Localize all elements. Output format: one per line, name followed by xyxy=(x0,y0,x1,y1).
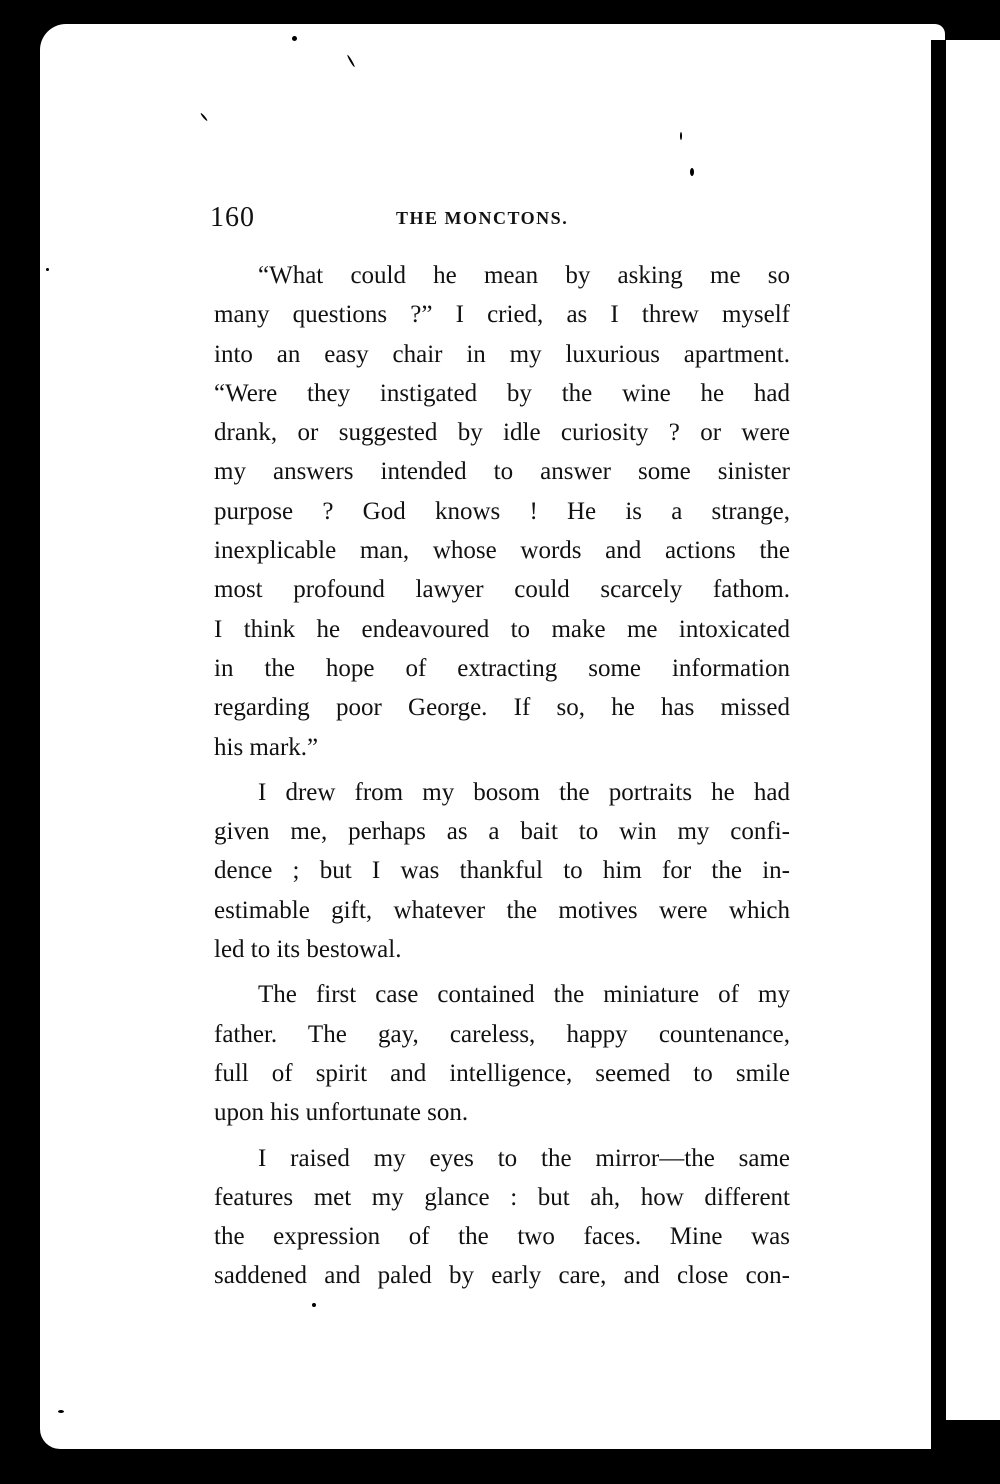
text-line: most profound lawyer could scarcely fathom. xyxy=(214,576,790,604)
running-head: THE MONCTONS. xyxy=(396,208,569,228)
text-line: led to its bestowal. xyxy=(214,936,402,964)
facing-page-edge xyxy=(946,40,1000,1420)
text-line: upon his unfortunate son. xyxy=(214,1099,469,1127)
text-line: the expression of the two faces. Mine was xyxy=(214,1223,790,1251)
body-text xyxy=(214,256,790,1302)
text-line: given me, perhaps as a bait to win my confi- xyxy=(214,818,790,846)
text-line: I raised my eyes to the mirror—the same xyxy=(258,1144,790,1172)
page-header xyxy=(210,202,790,238)
scan-speck xyxy=(312,1303,316,1307)
paragraph xyxy=(214,975,790,1132)
text-line: estimable gift, whatever the motives were which xyxy=(214,896,790,924)
text-line: “What could he mean by asking me so xyxy=(258,262,790,289)
text-line: saddened and paled by early care, and close con- xyxy=(214,1262,790,1290)
paragraph xyxy=(214,256,790,767)
text-line: features met my glance : but ah, how different xyxy=(214,1183,790,1211)
text-line: I drew from my bosom the portraits he had xyxy=(258,778,790,806)
text-line: full of spirit and intelligence, seemed to smile xyxy=(214,1059,790,1087)
text-line: dence ; but I was thankful to him for the in- xyxy=(214,857,790,885)
page-gutter xyxy=(931,40,947,1460)
text-line: regarding poor George. If so, he has missed xyxy=(214,694,790,722)
text-line: into an easy chair in my luxurious apartment. xyxy=(214,340,790,368)
page-number: 160 xyxy=(210,202,255,233)
text-line: drank, or suggested by idle curiosity ? or were xyxy=(214,419,790,447)
text-line: inexplicable man, whose words and actions the xyxy=(214,537,790,565)
scan-speck xyxy=(690,168,694,176)
text-line: I think he endeavoured to make me intoxicated xyxy=(214,615,790,643)
text-line: many questions ?” I cried, as I threw myself xyxy=(214,301,790,329)
text-line: purpose ? God knows ! He is a strange, xyxy=(214,497,790,525)
scan-speck xyxy=(58,1410,64,1413)
paragraph xyxy=(214,773,790,969)
text-line: in the hope of extracting some information xyxy=(214,654,790,682)
scan-speck xyxy=(292,36,297,41)
paragraph xyxy=(214,1139,790,1296)
scan-speck xyxy=(680,132,682,140)
text-line: his mark.” xyxy=(214,733,319,761)
text-line: father. The gay, careless, happy countenance, xyxy=(214,1020,790,1048)
text-line: The first case contained the miniature of my xyxy=(258,981,790,1009)
text-line: my answers intended to answer some sinister xyxy=(214,458,790,486)
scan-speck xyxy=(46,268,49,271)
text-line: “Were they instigated by the wine he had xyxy=(214,379,790,407)
